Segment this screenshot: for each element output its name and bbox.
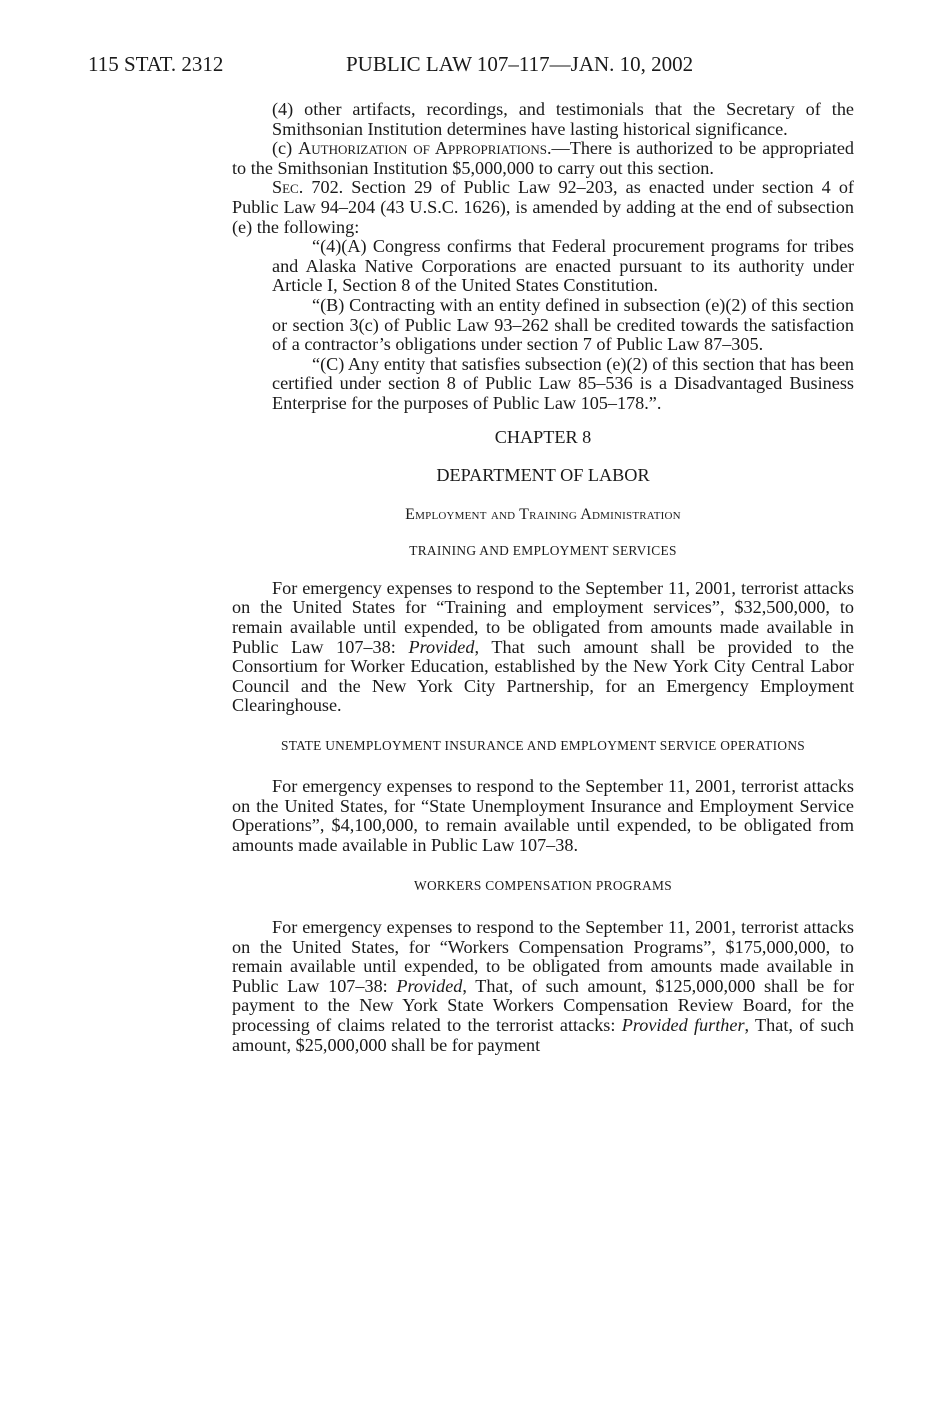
section-heading-workers-comp: WORKERS COMPENSATION PROGRAMS (414, 878, 672, 894)
provided-further-term: Provided further (621, 1014, 745, 1035)
paragraph-training (232, 579, 854, 716)
paragraph-unemployment: For emergency expenses to respond to the September 11, 2001, terrorist attacks on the United States, for “State Unemployment Insurance and Employment Service Operations”, $4,100,000, to remain available until expended, to be obligated from amounts made available in Public Law 107–38. (232, 776, 854, 855)
paragraph-item-4: (4) other artifacts, recordings, and testimonials that the Secretary of the Smithsonian Institution determines have lasting historical significance. (272, 99, 854, 139)
body-text (232, 100, 854, 1055)
paragraph-training-text: For emergency expenses to respond to the September 11, 2001, terrorist attacks on the United States for “Training and employment services”, $32,500,000, to remain available until expended, to be obligated from amounts made available in Public Law 107–38: (232, 577, 854, 657)
paragraph-workers-comp-text-2: , That, of such amount, $125,000,000 shall be for payment to the New York State Workers Compensation Review Board, for the processing of claims related to the terrorist attacks: (232, 975, 855, 1035)
paragraph-c-heading: Authorization of Appropriations. (298, 138, 552, 159)
quote-paragraph-c: “(C) Any entity that satisfies subsection (e)(2) of this section that has been certified under section 8 of Public Law 85–536 is a Disadvantaged Business Enterprise for the purposes of Public Law 105–178.”. (272, 353, 854, 413)
quote-paragraph-b: “(B) Contracting with an entity defined in subsection (e)(2) of this section or section 3(c) of Public Law 93–262 shall be credited towards the satisfaction of a contractor’s obligations under section 7 of Public Law 87–305. (272, 294, 854, 355)
page-header (88, 52, 878, 82)
chapter-title: CHAPTER 8 (494, 426, 592, 447)
section-heading-training: TRAINING AND EMPLOYMENT SERVICES (409, 543, 677, 559)
provided-term: Provided (408, 636, 475, 657)
provided-term: Provided (396, 975, 463, 996)
paragraph-c (232, 139, 854, 178)
quote-paragraph-a: “(4)(A) Congress confirms that Federal procurement programs for tribes and Alaska Native Corporations are enacted pursuant to its authority under Article I, Section 8 of the United States Constitution. (272, 236, 854, 296)
statute-page-number: 115 STAT. 2312 (88, 52, 224, 76)
public-law-title: PUBLIC LAW 107–117—JAN. 10, 2002 (346, 52, 694, 76)
section-label: Sec. (272, 177, 304, 198)
paragraph-workers-comp-text-3: , That, of such amount, $25,000,000 shall be for payment (232, 1014, 854, 1055)
section-702-text: 702. Section 29 of Public Law 92–203, as enacted under section 4 of Public Law 94–204 (43 U.S.C. 1626), is amended by adding at the end of subsection (e) the following: (232, 177, 854, 237)
department-title: DEPARTMENT OF LABOR (436, 465, 650, 486)
section-702 (232, 178, 854, 237)
agency-title: Employment and Training Administration (405, 505, 681, 523)
paragraph-training-text-2: , That such amount shall be provided to the Consortium for Worker Education, established by the New York City Central Labor Council and the New York City Partnership, for an Emergency Employment Clearinghouse. (232, 636, 854, 716)
paragraph-workers-comp (232, 918, 854, 1055)
section-heading-unemployment: STATE UNEMPLOYMENT INSURANCE AND EMPLOYMENT SERVICE OPERATIONS (280, 738, 806, 754)
paragraph-c-label: (c) (272, 138, 299, 159)
paragraph-c-text: —There is authorized to be appropriated to the Smithsonian Institution $5,000,000 to carry out this section. (232, 138, 854, 178)
paragraph-workers-comp-text: For emergency expenses to respond to the September 11, 2001, terrorist attacks on the United States, for “Workers Compensation Programs”, $175,000,000, to remain available until expended, to be obligated from amounts made available in Public Law 107–38: (232, 917, 854, 996)
